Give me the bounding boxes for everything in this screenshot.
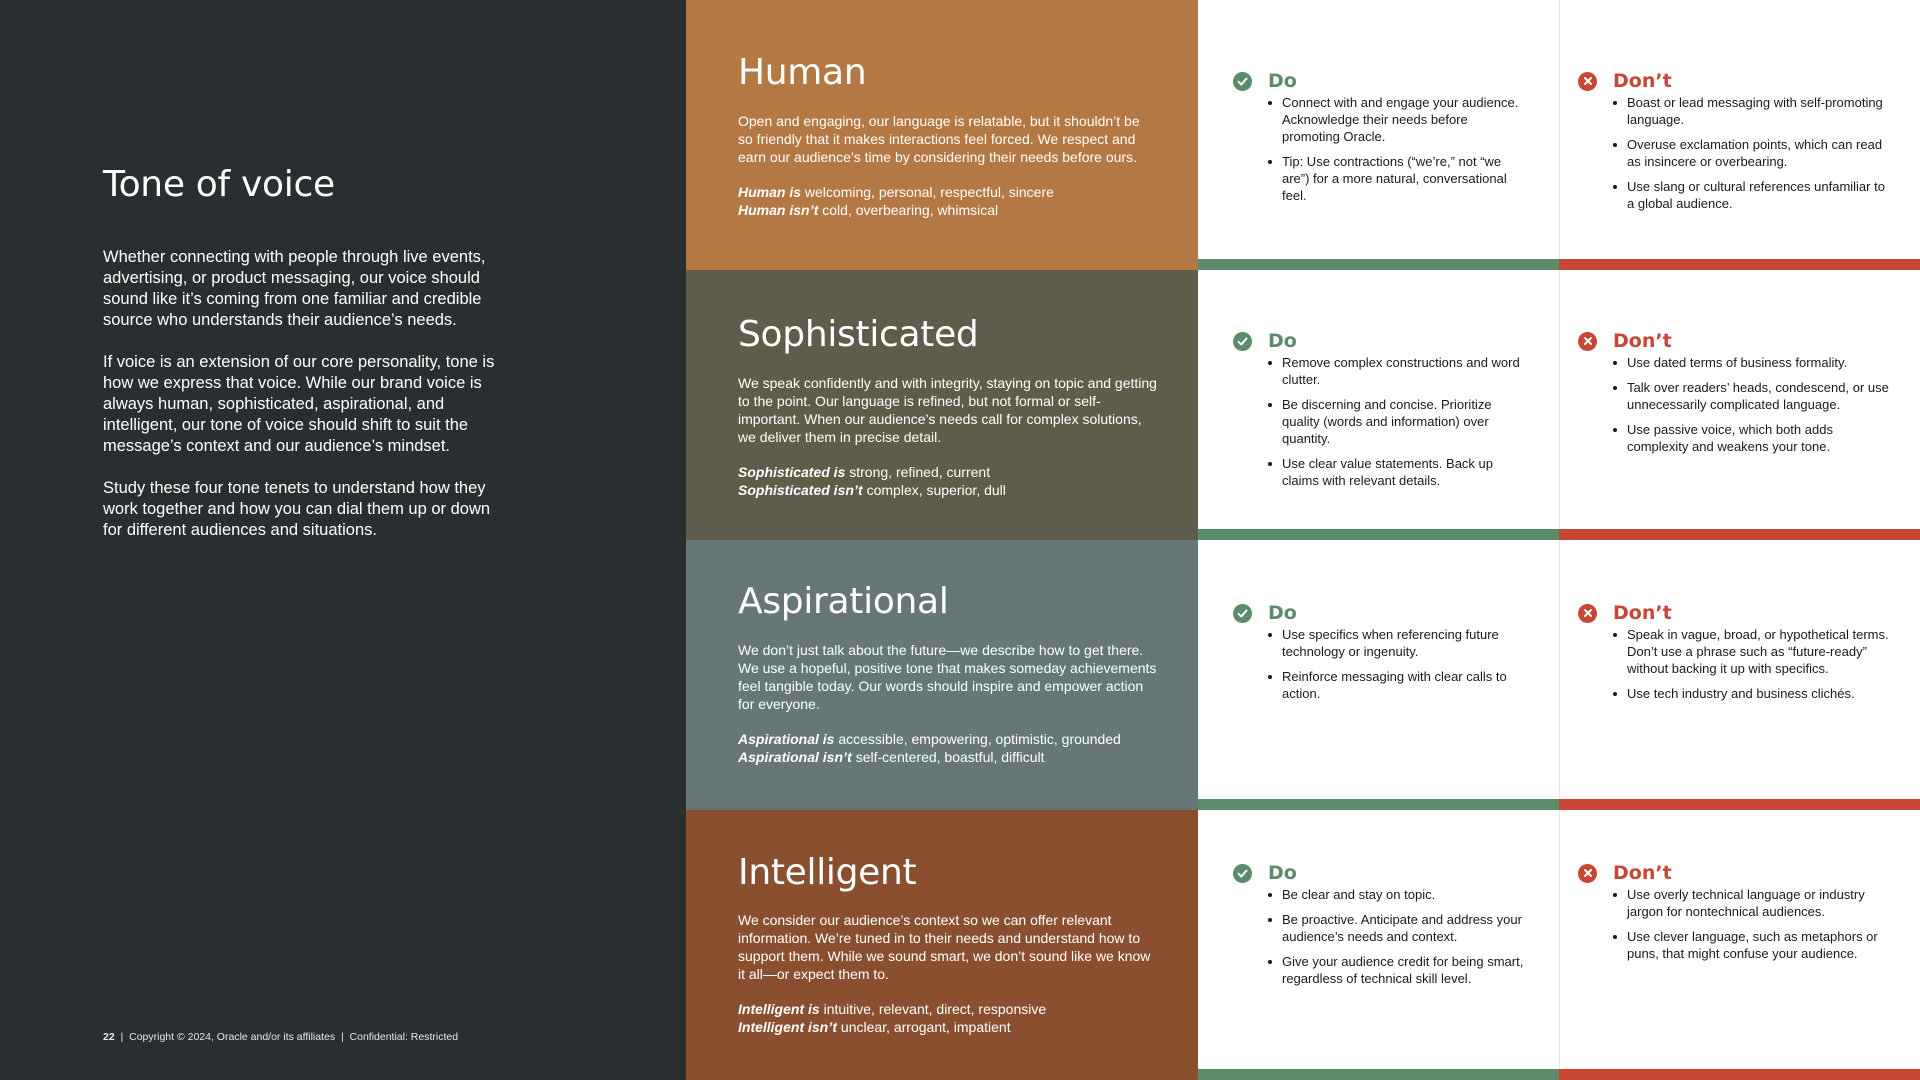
do-heading — [1233, 862, 1297, 884]
tenet-isnt-line — [738, 748, 1178, 766]
do-item: Use specifics when referencing future technology or ingenuity. — [1268, 626, 1528, 660]
tenet-is-text: strong, refined, current — [845, 464, 991, 480]
tenet-isnt-line — [738, 1018, 1178, 1036]
footer-separator: | — [340, 1031, 344, 1043]
tenet-is-line — [738, 730, 1178, 748]
do-item: Tip: Use contractions (“we’re,” not “we are”) for a more natural, conversational feel. — [1268, 153, 1528, 204]
do-label: Do — [1268, 330, 1297, 352]
dont-item: Use clever language, such as metaphors or puns, that might confuse your audience. — [1613, 928, 1893, 962]
dont-item: Use dated terms of business formality. — [1613, 354, 1893, 371]
do-accent-bar — [1198, 1069, 1559, 1080]
dont-heading — [1578, 330, 1672, 352]
do-list — [1268, 354, 1528, 497]
tenet-isnt-text: cold, overbearing, whimsical — [818, 202, 999, 218]
tenet-is-text: welcoming, personal, respectful, sincere — [801, 184, 1054, 200]
dont-accent-bar — [1559, 1069, 1920, 1080]
dont-list — [1613, 94, 1893, 220]
do-column-intelligent — [1198, 810, 1559, 1080]
tenet-is-label: Human is — [738, 184, 802, 200]
do-column-sophisticated — [1198, 270, 1559, 540]
dont-item: Use tech industry and business clichés. — [1613, 685, 1893, 702]
do-item: Be clear and stay on topic. — [1268, 886, 1528, 903]
x-circle-icon — [1578, 332, 1597, 351]
tenet-is-isnt — [738, 183, 1178, 219]
tenet-is-text: accessible, empowering, optimistic, grounded — [834, 731, 1121, 747]
tenet-is-text: intuitive, relevant, direct, responsive — [819, 1001, 1047, 1017]
x-circle-icon — [1578, 604, 1597, 623]
dont-column-aspirational — [1559, 540, 1920, 810]
dont-label: Don’t — [1613, 70, 1672, 92]
tenet-isnt-line — [738, 481, 1178, 499]
tenet-aspirational — [686, 540, 1198, 810]
do-heading — [1233, 70, 1297, 92]
do-item: Remove complex constructions and word clutter. — [1268, 354, 1528, 388]
do-heading — [1233, 330, 1297, 352]
dont-heading — [1578, 70, 1672, 92]
intro-paragraph: Study these four tone tenets to understand how they work together and how you can dial them up or down for different audiences and situations. — [103, 479, 491, 539]
do-column-aspirational — [1198, 540, 1559, 810]
x-circle-icon — [1578, 72, 1597, 91]
tenet-is-isnt — [738, 730, 1178, 766]
dont-column-intelligent — [1559, 810, 1920, 1080]
dont-list — [1613, 886, 1893, 970]
dont-item: Use overly technical language or industry jargon for nontechnical audiences. — [1613, 886, 1893, 920]
tenet-is-line — [738, 1000, 1178, 1018]
dont-item: Boast or lead messaging with self-promoting language. — [1613, 94, 1893, 128]
dont-label: Don’t — [1613, 330, 1672, 352]
dont-label: Don’t — [1613, 862, 1672, 884]
tenet-human — [686, 0, 1198, 270]
footer — [103, 1031, 458, 1043]
tenet-isnt-line — [738, 201, 1178, 219]
page-title: Tone of voice — [103, 164, 335, 205]
check-circle-icon — [1233, 332, 1252, 351]
do-item: Use clear value statements. Back up claims with relevant details. — [1268, 455, 1528, 489]
tenet-is-isnt — [738, 463, 1178, 499]
tenet-isnt-label: Human isn’t — [738, 202, 819, 218]
footer-separator: | — [120, 1031, 124, 1043]
tenet-isnt-label: Intelligent isn’t — [738, 1019, 838, 1035]
do-accent-bar — [1198, 529, 1559, 540]
dont-item: Use slang or cultural references unfamiliar to a global audience. — [1613, 178, 1893, 212]
do-column-human — [1198, 0, 1559, 270]
intro-panel — [0, 0, 686, 1080]
dont-heading — [1578, 862, 1672, 884]
do-label: Do — [1268, 862, 1297, 884]
copyright-text: Copyright © 2024, Oracle and/or its affiliates — [129, 1031, 336, 1043]
tenet-isnt-text: unclear, arrogant, impatient — [837, 1019, 1011, 1035]
tenet-isnt-label: Sophisticated isn’t — [738, 482, 863, 498]
tenet-description: We speak confidently and with integrity, staying on topic and getting to the point. Our language is refined, but not formal or self-important. When our audience’s needs call for complex solutions, we deliver them in precise detail. — [738, 375, 1157, 445]
tenet-is-label: Sophisticated is — [738, 464, 846, 480]
tenet-description: We don’t just talk about the future—we describe how to get there. We use a hopeful, positive tone that makes someday achievements feel tangible today. Our words should inspire and empower action for everyone. — [738, 642, 1157, 712]
check-circle-icon — [1233, 864, 1252, 883]
do-list — [1268, 886, 1528, 995]
tenet-intelligent — [686, 810, 1198, 1080]
dont-item: Speak in vague, broad, or hypothetical terms. Don’t use a phrase such as “future-ready” without backing it up with specifics. — [1613, 626, 1893, 677]
dont-list — [1613, 354, 1893, 463]
check-circle-icon — [1233, 604, 1252, 623]
tenet-is-line — [738, 183, 1178, 201]
tenet-description: Open and engaging, our language is relatable, but it shouldn’t be so friendly that it makes interactions feel forced. We respect and earn our audience’s time by considering their needs before ours. — [738, 113, 1140, 165]
x-circle-icon — [1578, 864, 1597, 883]
do-list — [1268, 94, 1528, 212]
dont-item: Overuse exclamation points, which can read as insincere or overbearing. — [1613, 136, 1893, 170]
dont-accent-bar — [1559, 259, 1920, 270]
confidential-label: Confidential: Restricted — [349, 1031, 459, 1043]
tenet-title: Aspirational — [738, 581, 949, 622]
do-item: Be proactive. Anticipate and address your audience’s needs and context. — [1268, 911, 1528, 945]
dont-heading — [1578, 602, 1672, 624]
check-circle-icon — [1233, 72, 1252, 91]
dont-label: Don’t — [1613, 602, 1672, 624]
tenet-is-line — [738, 463, 1178, 481]
tenet-description: We consider our audience’s context so we can offer relevant information. We’re tuned in to their needs and understand how to support them. While we sound smart, we don’t sound like we know it all—or expect them to. — [738, 912, 1151, 982]
dont-item: Use passive voice, which both adds complexity and weakens your tone. — [1613, 421, 1893, 455]
tenet-is-label: Intelligent is — [738, 1001, 820, 1017]
tenet-isnt-text: self-centered, boastful, difficult — [851, 749, 1045, 765]
dont-accent-bar — [1559, 799, 1920, 810]
do-accent-bar — [1198, 259, 1559, 270]
tenet-isnt-text: complex, superior, dull — [862, 482, 1006, 498]
do-heading — [1233, 602, 1297, 624]
do-item: Be discerning and concise. Prioritize quality (words and information) over quantity. — [1268, 396, 1528, 447]
do-item: Give your audience credit for being smart, regardless of technical skill level. — [1268, 953, 1528, 987]
tenet-is-isnt — [738, 1000, 1178, 1036]
tenet-title: Sophisticated — [738, 314, 979, 355]
dont-accent-bar — [1559, 529, 1920, 540]
tenet-title: Intelligent — [738, 852, 917, 893]
do-label: Do — [1268, 70, 1297, 92]
intro-paragraph: Whether connecting with people through live events, advertising, or product messaging, our voice should sound like it’s coming from one familiar and credible source who understands their audience’s needs. — [103, 248, 486, 329]
intro-paragraph: If voice is an extension of our core personality, tone is how we express that voice. While our brand voice is always human, sophisticated, aspirational, and intelligent, our tone of voice should shift to suit the message’s context and our audience’s mindset. — [103, 353, 495, 455]
page-number: 22 — [103, 1031, 115, 1043]
dont-column-human — [1559, 0, 1920, 270]
intro-text — [103, 247, 503, 562]
do-label: Do — [1268, 602, 1297, 624]
tenet-sophisticated — [686, 270, 1198, 540]
do-item: Connect with and engage your audience. Acknowledge their needs before promoting Oracle. — [1268, 94, 1528, 145]
do-accent-bar — [1198, 799, 1559, 810]
tenet-is-label: Aspirational is — [738, 731, 835, 747]
do-list — [1268, 626, 1528, 710]
do-item: Reinforce messaging with clear calls to action. — [1268, 668, 1528, 702]
tenet-title: Human — [738, 52, 867, 93]
tenet-isnt-label: Aspirational isn’t — [738, 749, 852, 765]
dont-item: Talk over readers’ heads, condescend, or use unnecessarily complicated language. — [1613, 379, 1893, 413]
dont-list — [1613, 626, 1893, 710]
dont-column-sophisticated — [1559, 270, 1920, 540]
